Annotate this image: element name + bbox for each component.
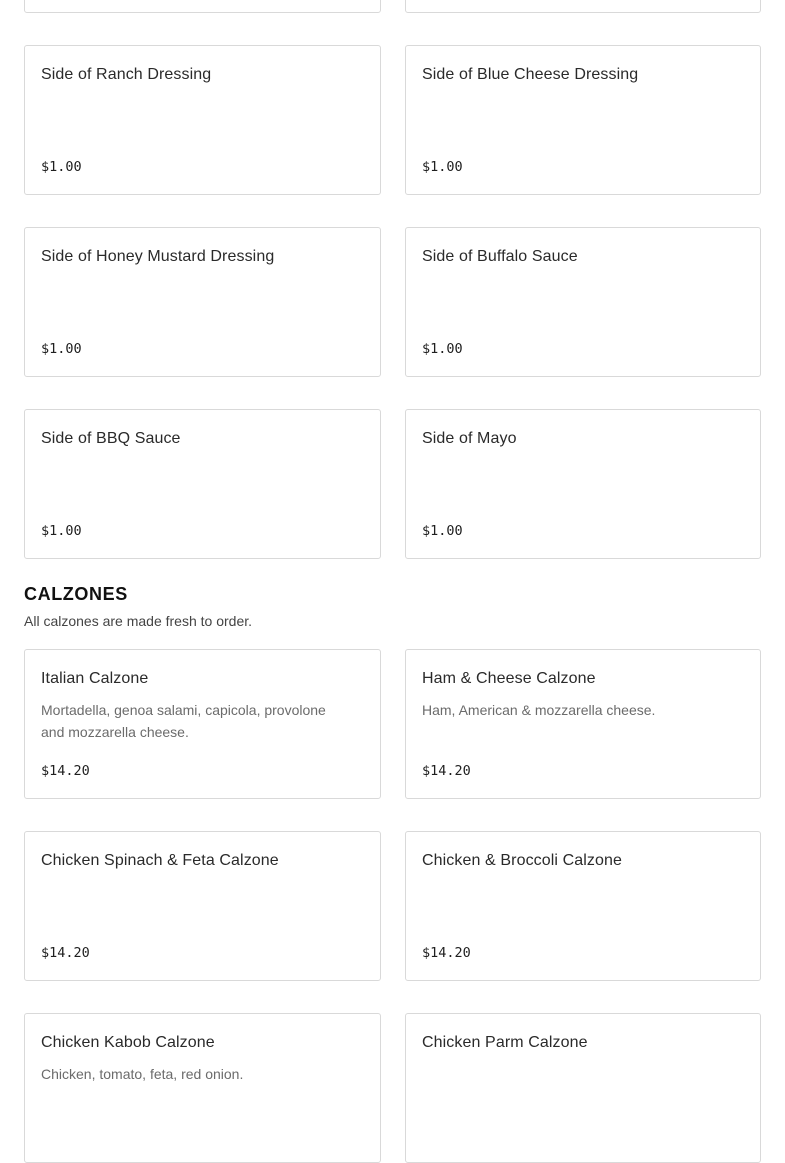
menu-item-card-ranch[interactable] xyxy=(24,45,381,195)
menu-item-name: Side of BBQ Sauce xyxy=(41,430,181,447)
menu-item-card-chicken-spinach-feta-calzone[interactable] xyxy=(24,831,381,981)
menu-item-name: Side of Honey Mustard Dressing xyxy=(41,248,275,265)
menu-item-price: $1.00 xyxy=(41,341,82,357)
menu-item-price: $1.00 xyxy=(422,159,463,175)
menu-item-name: Side of Blue Cheese Dressing xyxy=(422,66,639,83)
menu-item-card-chicken-broccoli-calzone[interactable] xyxy=(405,831,761,981)
menu-item-card-blue-cheese[interactable] xyxy=(405,45,761,195)
menu-item-price: $1.00 xyxy=(41,159,82,175)
menu-item-name: Chicken Kabob Calzone xyxy=(41,1034,215,1051)
menu-item-card-chicken-parm-calzone[interactable] xyxy=(405,1013,761,1163)
menu-item-name: Chicken Spinach & Feta Calzone xyxy=(41,852,279,869)
menu-item-name: Italian Calzone xyxy=(41,670,149,687)
menu-item-name: Chicken & Broccoli Calzone xyxy=(422,852,623,869)
menu-item-card[interactable] xyxy=(24,0,381,13)
menu-item-price: $1.00 xyxy=(41,523,82,539)
menu-item-description: Ham, American & mozzarella cheese. xyxy=(422,702,656,718)
menu-item-card-chicken-kabob-calzone[interactable] xyxy=(24,1013,381,1163)
menu-item-price: $14.20 xyxy=(422,945,471,961)
menu-item-name: Side of Mayo xyxy=(422,430,517,447)
menu-item-name: Chicken Parm Calzone xyxy=(422,1034,588,1051)
menu-item-name: Side of Buffalo Sauce xyxy=(422,248,578,265)
menu-item-name: Ham & Cheese Calzone xyxy=(422,670,596,687)
menu-item-price: $14.20 xyxy=(41,945,90,961)
menu-item-card-italian-calzone[interactable] xyxy=(24,649,381,799)
menu-item-price: $1.00 xyxy=(422,523,463,539)
menu-item-card-ham-cheese-calzone[interactable] xyxy=(405,649,761,799)
menu-item-price: $14.20 xyxy=(422,763,471,779)
menu-item-card-honey-mustard[interactable] xyxy=(24,227,381,377)
menu-item-price: $1.00 xyxy=(422,341,463,357)
menu-item-card-bbq[interactable] xyxy=(24,409,381,559)
section-description: All calzones are made fresh to order. xyxy=(24,613,253,629)
menu-item-name: Side of Ranch Dressing xyxy=(41,66,212,83)
menu-item-card[interactable] xyxy=(405,0,761,13)
menu-item-card-buffalo[interactable] xyxy=(405,227,761,377)
section-title: CALZONES xyxy=(24,584,128,604)
menu-item-card-mayo[interactable] xyxy=(405,409,761,559)
menu-item-price: $14.20 xyxy=(41,763,90,779)
menu-item-description: Mortadella, genoa salami, capicola, provolone and mozzarella cheese. xyxy=(41,702,326,740)
menu-item-description: Chicken, tomato, feta, red onion. xyxy=(41,1066,244,1082)
